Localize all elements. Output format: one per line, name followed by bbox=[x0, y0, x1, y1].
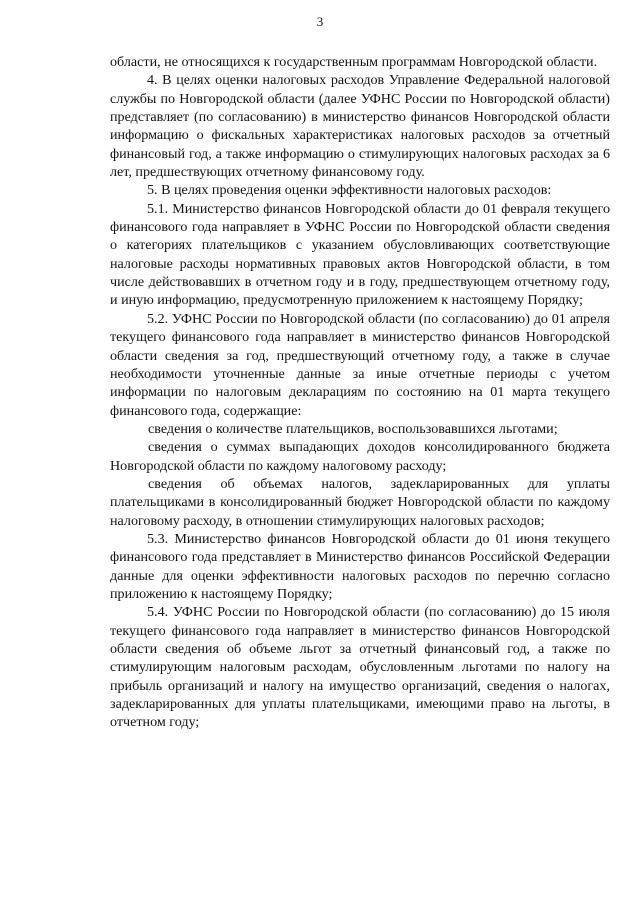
paragraph-item-5: 5. В целях проведения оценки эффективности налоговых расходов: bbox=[147, 182, 552, 199]
paragraph-continuation: области, не относящихся к государственным программам Новгородской области. bbox=[110, 54, 598, 70]
paragraph-item-5-2: 5.2. УФНС России по Новгородской области (по согласованию) до 01 апреля текущего финансового года направляет в министерство финансов Новгородской области сведения за год, предшествующий отчетному году, а также в случае необходимости уточненные данные за иные отчетные периоды с учетом информации по налоговым декларациям по состоянию на 01 марта текущего финансового года, содержащие: bbox=[110, 310, 610, 419]
page-number: 3 bbox=[316, 14, 324, 29]
paragraph-declared-taxes: сведения об объемах налогов, задекларированных для уплаты плательщиками в консолидированный бюджет Новгородской области по каждому налоговому расходу, в отношении стимулирующих налоговых расходов; bbox=[110, 475, 610, 529]
paragraph-item-4: 4. В целях оценки налоговых расходов Управление Федеральной налоговой службы по Новгородской области (далее УФНС России по Новгородской области) представляет (по согласованию) в министерство финансов Новгородской области информацию о фискальных характеристиках налоговых расходов за отчетный финансовый год, а также информацию о стимулирующих налоговых расходах за 6 лет, предшествующих отчетному финансовому году. bbox=[110, 72, 610, 181]
paragraph-lost-revenue: сведения о суммах выпадающих доходов консолидированного бюджета Новгородской области по каждому налоговому расходу; bbox=[110, 439, 610, 474]
paragraph-item-5-1: 5.1. Министерство финансов Новгородской области до 01 февраля текущего финансового года направляет в УФНС России по Новгородской области сведения о категориях плательщиков с указанием обусловливающих соответствующие налоговые расходы нормативных правовых актов Новгородской области, в том числе действовавших в отчетном году и в году, предшествующем отчетному году, и иную информацию, предусмотренную приложением к настоящему Порядку; bbox=[110, 200, 610, 309]
document-body bbox=[110, 53, 610, 732]
paragraph-item-5-3: 5.3. Министерство финансов Новгородской области до 01 июня текущего финансового года представляет в Министерство финансов Российской Федерации данные для оценки эффективности налоговых расходов по перечню согласно приложению к настоящему Порядку; bbox=[110, 530, 610, 602]
paragraph-item-5-4: 5.4. УФНС России по Новгородской области (по согласованию) до 15 июля текущего финансового года направляет в министерство финансов Новгородской области сведения об объеме льгот за отчетный финансовый год, а также по стимулирующим налоговым расходам, обусловленным льготами по налогу на прибыль организаций и налогу на имущество организаций, сведения о налогах, задекларированных для уплаты плательщиками, имеющими право на льготы, в отчетном году; bbox=[110, 604, 610, 731]
paragraph-payers-count: сведения о количестве плательщиков, воспользовавшихся льготами; bbox=[148, 420, 558, 437]
